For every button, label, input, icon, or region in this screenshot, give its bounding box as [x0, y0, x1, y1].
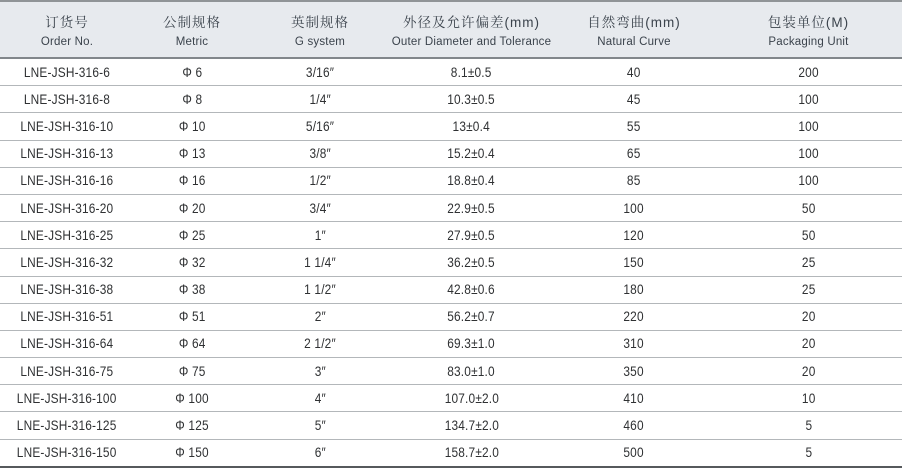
- cell-value: 100: [798, 173, 819, 189]
- table-row: [0, 194, 902, 221]
- cell-packaging-unit: [715, 385, 902, 412]
- cell-value: 3/4″: [309, 200, 331, 216]
- cell-natural-curve: [553, 167, 715, 194]
- cell-g-system: [250, 140, 390, 167]
- cell-order-no: [0, 222, 134, 249]
- cell-g-system: [250, 194, 390, 221]
- cell-natural-curve: [553, 222, 715, 249]
- cell-outer-diameter: [390, 358, 553, 385]
- cell-g-system: [250, 439, 390, 467]
- cell-value: LNE-JSH-316-64: [20, 336, 114, 352]
- cell-value: 20: [801, 309, 816, 325]
- cell-value: LNE-JSH-316-20: [20, 200, 114, 216]
- cell-value: 10.3±0.5: [447, 91, 496, 107]
- cell-value: 65: [627, 146, 641, 162]
- cell-natural-curve: [553, 140, 715, 167]
- cell-value: 83.0±1.0: [447, 363, 496, 379]
- cell-value: 25: [801, 282, 816, 298]
- cell-outer-diameter: [390, 412, 553, 439]
- cell-outer-diameter: [390, 385, 553, 412]
- cell-g-system: [250, 276, 390, 303]
- cell-natural-curve: [553, 194, 715, 221]
- cell-packaging-unit: [715, 167, 902, 194]
- cell-value: Φ 13: [178, 146, 206, 162]
- column-header-order-no: [0, 1, 134, 58]
- cell-value: 69.3±1.0: [447, 336, 496, 352]
- column-header-g-system: [250, 1, 390, 58]
- cell-value: 2 1/2″: [304, 336, 336, 352]
- cell-packaging-unit: [715, 86, 902, 113]
- cell-value: 150: [623, 254, 645, 270]
- cell-g-system: [250, 249, 390, 276]
- cell-value: 42.8±0.6: [447, 282, 496, 298]
- table-row: [0, 249, 902, 276]
- cell-g-system: [250, 167, 390, 194]
- cell-value: LNE-JSH-316-10: [20, 118, 114, 134]
- cell-value: 120: [623, 227, 645, 243]
- cell-value: 180: [623, 282, 645, 298]
- cell-value: Φ 8: [182, 91, 202, 107]
- cell-value: 56.2±0.7: [447, 309, 496, 325]
- column-header-zh: 订货号: [45, 15, 89, 30]
- column-header-zh: 自然弯曲(mm): [587, 15, 681, 30]
- cell-value: 1 1/2″: [304, 282, 336, 298]
- column-header-zh: 公制规格: [163, 15, 221, 30]
- cell-metric: [134, 276, 250, 303]
- cell-value: 3″: [314, 363, 326, 379]
- cell-value: LNE-JSH-316-51: [20, 309, 114, 325]
- cell-value: Φ 64: [178, 336, 206, 352]
- cell-value: Φ 6: [182, 64, 202, 80]
- column-header-zh: 外径及允许偏差(mm): [403, 15, 540, 30]
- cell-value: 10: [801, 390, 816, 406]
- column-header-metric: [134, 1, 250, 58]
- cell-value: Φ 75: [178, 363, 206, 379]
- cell-value: LNE-JSH-316-6: [23, 64, 111, 80]
- cell-metric: [134, 330, 250, 357]
- cell-metric: [134, 167, 250, 194]
- table-row: [0, 58, 902, 86]
- cell-natural-curve: [553, 86, 715, 113]
- column-header-en: Order No.: [40, 36, 94, 48]
- cell-value: 22.9±0.5: [447, 200, 496, 216]
- cell-value: 27.9±0.5: [447, 227, 496, 243]
- cell-g-system: [250, 330, 390, 357]
- cell-value: 158.7±2.0: [444, 445, 499, 461]
- cell-value: Φ 10: [178, 118, 206, 134]
- cell-metric: [134, 412, 250, 439]
- cell-value: Φ 20: [178, 200, 206, 216]
- cell-value: 350: [623, 363, 645, 379]
- cell-outer-diameter: [390, 303, 553, 330]
- cell-value: 20: [801, 363, 816, 379]
- table-header: [0, 1, 902, 58]
- cell-natural-curve: [553, 330, 715, 357]
- cell-value: LNE-JSH-316-25: [20, 227, 114, 243]
- cell-value: LNE-JSH-316-32: [20, 254, 114, 270]
- cell-metric: [134, 86, 250, 113]
- cell-value: 2″: [314, 309, 326, 325]
- cell-order-no: [0, 86, 134, 113]
- cell-metric: [134, 385, 250, 412]
- table-row: [0, 358, 902, 385]
- cell-order-no: [0, 358, 134, 385]
- cell-natural-curve: [553, 113, 715, 140]
- cell-value: 40: [627, 64, 641, 80]
- cell-value: 6″: [314, 445, 326, 461]
- cell-value: LNE-JSH-316-125: [17, 418, 117, 434]
- table-row: [0, 412, 902, 439]
- cell-order-no: [0, 140, 134, 167]
- column-header-packaging-unit: [715, 1, 902, 58]
- cell-g-system: [250, 303, 390, 330]
- table-body: [0, 58, 902, 467]
- cell-packaging-unit: [715, 222, 902, 249]
- cell-g-system: [250, 385, 390, 412]
- cell-value: LNE-JSH-316-16: [20, 173, 114, 189]
- cell-value: 13±0.4: [452, 118, 491, 134]
- cell-value: LNE-JSH-316-13: [20, 146, 114, 162]
- column-header-en: G system: [294, 36, 346, 48]
- cell-packaging-unit: [715, 140, 902, 167]
- table-row: [0, 222, 902, 249]
- cell-order-no: [0, 439, 134, 467]
- cell-value: LNE-JSH-316-38: [20, 282, 114, 298]
- cell-packaging-unit: [715, 330, 902, 357]
- cell-value: Φ 100: [175, 390, 209, 406]
- cell-value: 1 1/4″: [304, 254, 336, 270]
- column-header-zh: 英制规格: [291, 15, 349, 30]
- cell-outer-diameter: [390, 276, 553, 303]
- cell-value: 410: [623, 390, 645, 406]
- cell-order-no: [0, 167, 134, 194]
- column-header-en: Packaging Unit: [768, 36, 849, 48]
- cell-value: 5″: [314, 418, 326, 434]
- cell-value: 5: [805, 445, 812, 461]
- cell-packaging-unit: [715, 276, 902, 303]
- cell-value: 500: [623, 445, 645, 461]
- cell-order-no: [0, 276, 134, 303]
- cell-value: 36.2±0.5: [447, 254, 496, 270]
- cell-g-system: [250, 58, 390, 86]
- cell-outer-diameter: [390, 330, 553, 357]
- cell-outer-diameter: [390, 140, 553, 167]
- cell-order-no: [0, 303, 134, 330]
- cell-value: Φ 51: [178, 309, 206, 325]
- cell-natural-curve: [553, 276, 715, 303]
- cell-value: Φ 32: [178, 254, 206, 270]
- cell-value: LNE-JSH-316-75: [20, 363, 114, 379]
- cell-packaging-unit: [715, 113, 902, 140]
- table-row: [0, 86, 902, 113]
- cell-value: 5/16″: [305, 118, 335, 134]
- cell-packaging-unit: [715, 194, 902, 221]
- cell-value: 3/16″: [305, 64, 335, 80]
- cell-value: 100: [798, 146, 819, 162]
- cell-order-no: [0, 249, 134, 276]
- cell-value: 18.8±0.4: [447, 173, 496, 189]
- cell-metric: [134, 439, 250, 467]
- cell-value: 1/2″: [309, 173, 331, 189]
- cell-value: 55: [627, 118, 641, 134]
- cell-outer-diameter: [390, 58, 553, 86]
- cell-packaging-unit: [715, 439, 902, 467]
- cell-value: Φ 38: [178, 282, 206, 298]
- cell-value: LNE-JSH-316-8: [23, 91, 111, 107]
- cell-value: 310: [623, 336, 645, 352]
- cell-value: 100: [798, 118, 819, 134]
- cell-order-no: [0, 330, 134, 357]
- cell-g-system: [250, 113, 390, 140]
- cell-packaging-unit: [715, 58, 902, 86]
- cell-outer-diameter: [390, 439, 553, 467]
- cell-packaging-unit: [715, 358, 902, 385]
- table-row: [0, 276, 902, 303]
- cell-value: 1″: [314, 227, 326, 243]
- column-header-zh: 包装单位(M): [767, 15, 850, 30]
- cell-value: 100: [798, 91, 819, 107]
- header-row: [0, 1, 902, 58]
- table-row: [0, 140, 902, 167]
- cell-natural-curve: [553, 303, 715, 330]
- table-row: [0, 113, 902, 140]
- cell-g-system: [250, 412, 390, 439]
- table-row: [0, 439, 902, 467]
- cell-value: 85: [627, 173, 641, 189]
- cell-natural-curve: [553, 58, 715, 86]
- cell-metric: [134, 113, 250, 140]
- cell-metric: [134, 222, 250, 249]
- cell-metric: [134, 249, 250, 276]
- cell-value: LNE-JSH-316-100: [17, 390, 117, 406]
- cell-natural-curve: [553, 412, 715, 439]
- cell-value: Φ 16: [178, 173, 206, 189]
- cell-metric: [134, 194, 250, 221]
- cell-value: 200: [798, 64, 819, 80]
- cell-value: 25: [801, 254, 816, 270]
- column-header-en: Metric: [175, 36, 209, 48]
- cell-packaging-unit: [715, 249, 902, 276]
- cell-g-system: [250, 222, 390, 249]
- cell-value: 134.7±2.0: [444, 418, 499, 434]
- cell-value: 4″: [314, 390, 326, 406]
- cell-value: Φ 150: [175, 445, 209, 461]
- cell-value: 107.0±2.0: [444, 390, 499, 406]
- cell-metric: [134, 140, 250, 167]
- cell-outer-diameter: [390, 249, 553, 276]
- cell-value: 100: [623, 200, 645, 216]
- table-row: [0, 303, 902, 330]
- cell-outer-diameter: [390, 222, 553, 249]
- cell-value: 20: [801, 336, 816, 352]
- cell-g-system: [250, 358, 390, 385]
- cell-order-no: [0, 113, 134, 140]
- cell-value: 8.1±0.5: [451, 64, 492, 80]
- cell-value: 15.2±0.4: [447, 146, 496, 162]
- cell-g-system: [250, 86, 390, 113]
- column-header-en: Natural Curve: [597, 36, 671, 48]
- cell-value: Φ 125: [175, 418, 209, 434]
- cell-value: 3/8″: [309, 146, 331, 162]
- cell-value: 460: [623, 418, 645, 434]
- column-header-outer-diameter: [390, 1, 553, 58]
- cell-order-no: [0, 58, 134, 86]
- table-row: [0, 167, 902, 194]
- cell-packaging-unit: [715, 303, 902, 330]
- cell-natural-curve: [553, 358, 715, 385]
- table-row: [0, 385, 902, 412]
- cell-order-no: [0, 412, 134, 439]
- cell-value: 50: [801, 227, 816, 243]
- cell-order-no: [0, 385, 134, 412]
- cell-metric: [134, 358, 250, 385]
- cell-natural-curve: [553, 249, 715, 276]
- cell-value: 1/4″: [309, 91, 331, 107]
- cell-natural-curve: [553, 439, 715, 467]
- cell-outer-diameter: [390, 113, 553, 140]
- cell-value: 220: [623, 309, 645, 325]
- cell-outer-diameter: [390, 167, 553, 194]
- column-header-natural-curve: [553, 1, 715, 58]
- cell-packaging-unit: [715, 412, 902, 439]
- cell-outer-diameter: [390, 86, 553, 113]
- cell-outer-diameter: [390, 194, 553, 221]
- cell-value: 45: [627, 91, 641, 107]
- cell-value: 5: [805, 418, 812, 434]
- table-row: [0, 330, 902, 357]
- cell-natural-curve: [553, 385, 715, 412]
- cell-order-no: [0, 194, 134, 221]
- cell-metric: [134, 58, 250, 86]
- cell-value: LNE-JSH-316-150: [17, 445, 117, 461]
- cell-metric: [134, 303, 250, 330]
- cell-value: 50: [801, 200, 816, 216]
- cell-value: Φ 25: [178, 227, 206, 243]
- column-header-en: Outer Diameter and Tolerance: [391, 36, 552, 48]
